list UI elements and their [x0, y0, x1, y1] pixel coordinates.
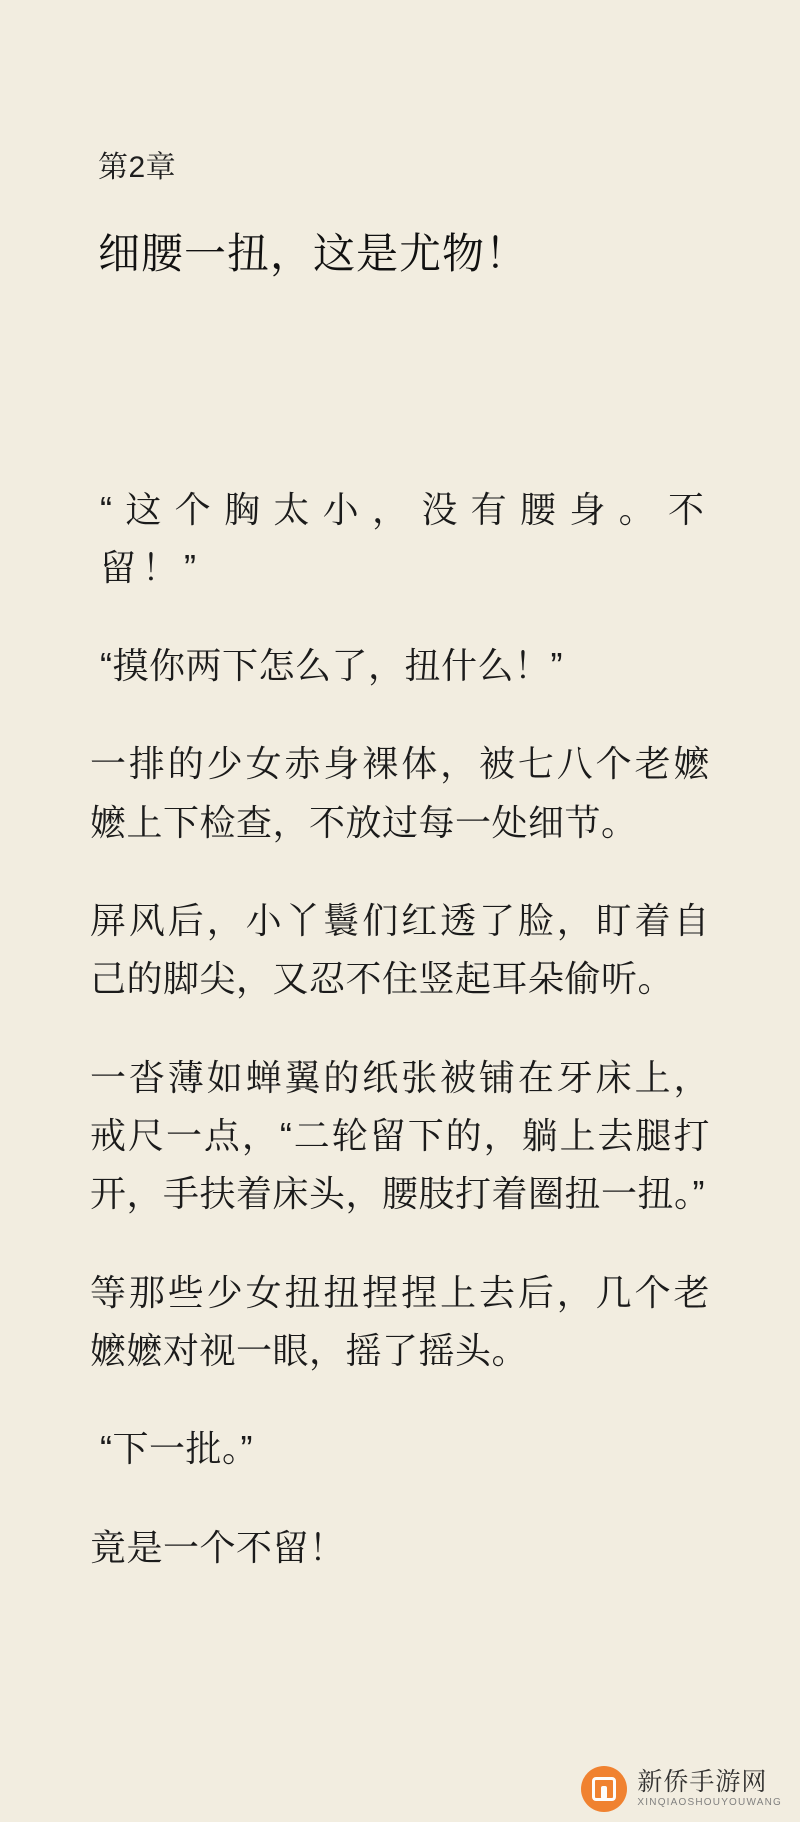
- chapter-label: 第2章: [98, 151, 177, 184]
- chapter-title: 细腰一扭，这是尤物！: [98, 230, 529, 277]
- shield-game-logo-icon: [581, 1766, 627, 1812]
- paragraph: 竟是一个不留！: [90, 1526, 346, 1568]
- paragraph: 一沓薄如蝉翼的纸张被铺在牙床上，戒尺一点，“二轮留下的，躺上去腿打开，手扶着床头，腰肢打着圈扭一扭。”: [90, 1056, 710, 1215]
- paragraph: 等那些少女扭扭捏捏上去后，几个老嬷嬷对视一眼，摇了摇头。: [90, 1271, 710, 1371]
- paragraph: 一排的少女赤身裸体，被七八个老嬷嬷上下检查，不放过每一处细节。: [90, 743, 710, 843]
- paragraph: “摸你两下怎么了，扭什么！”: [100, 645, 563, 687]
- paragraph: “下一批。”: [100, 1428, 253, 1470]
- site-watermark: [581, 1766, 782, 1812]
- watermark-text: [637, 1769, 782, 1809]
- watermark-site-pinyin: XINQIAOSHOUYOUWANG: [637, 1797, 782, 1809]
- paragraph: “这个胸太小，没有腰身。不留！”: [100, 488, 710, 588]
- paragraph: 屏风后，小丫鬟们红透了脸，盯着自己的脚尖，又忍不住竖起耳朵偷听。: [90, 900, 710, 1000]
- watermark-site-name: 新侨手游网: [637, 1768, 768, 1797]
- chapter-body: [90, 481, 710, 1577]
